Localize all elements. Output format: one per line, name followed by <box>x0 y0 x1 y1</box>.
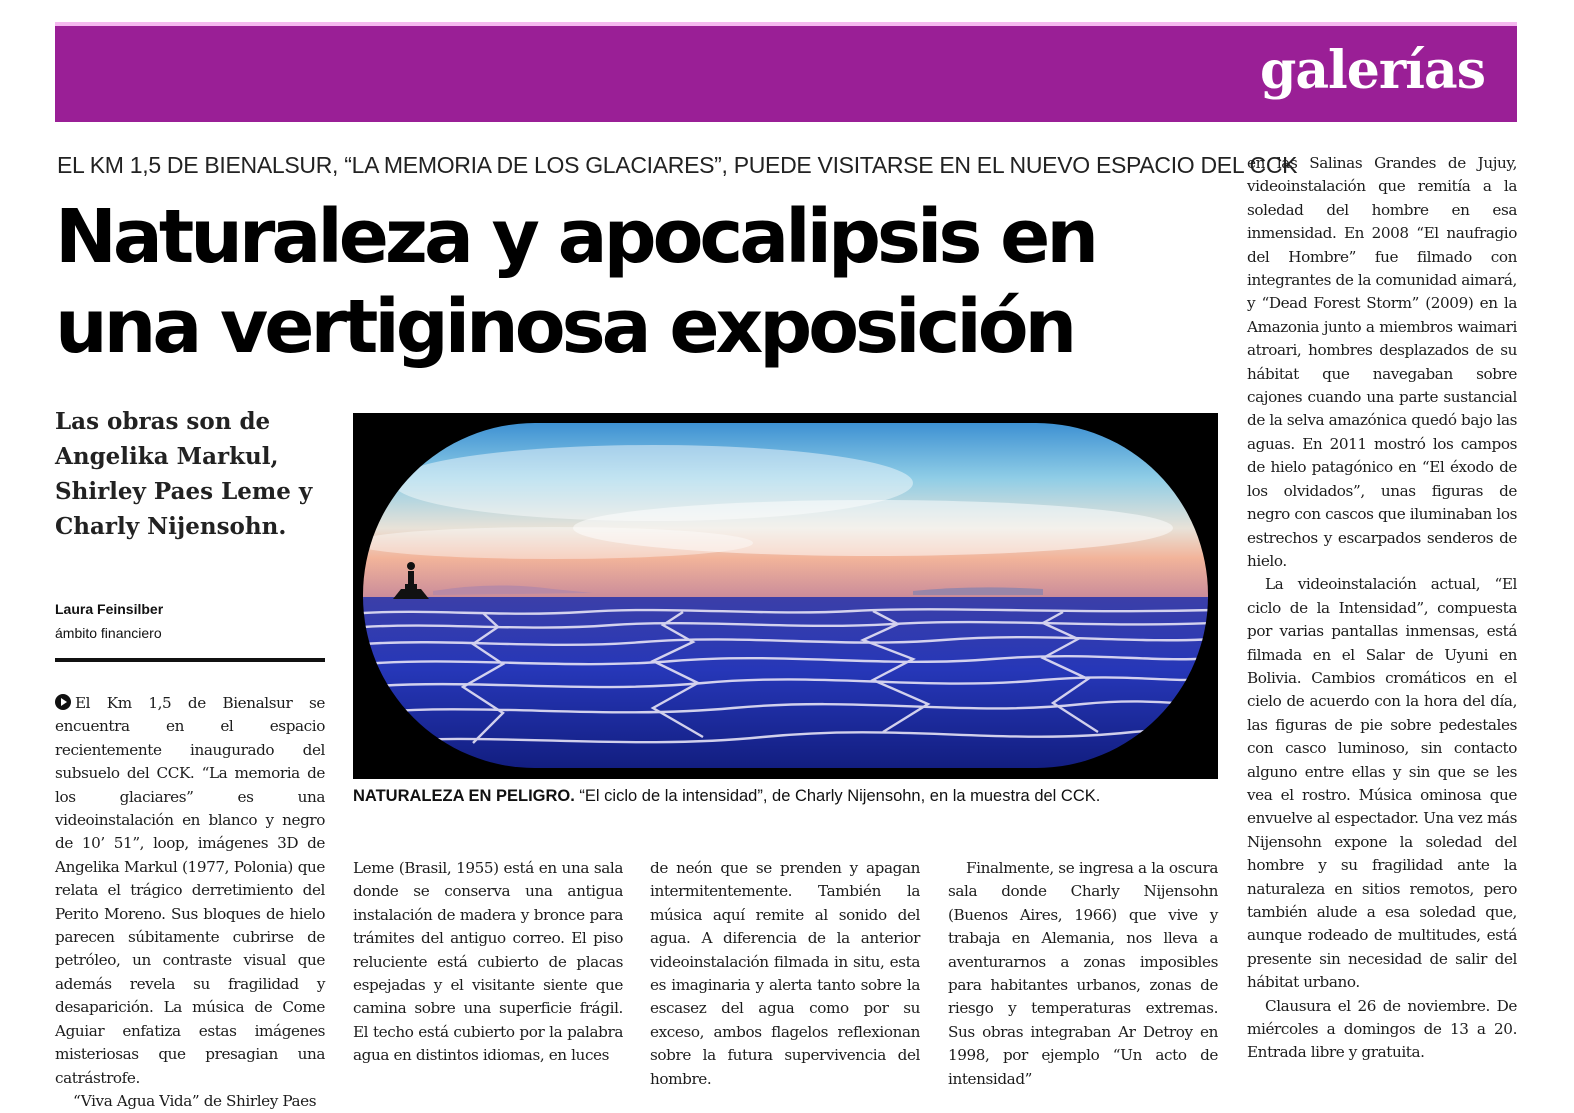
body-paragraph <box>55 692 325 1090</box>
play-bullet-icon <box>55 694 71 710</box>
kicker: EL KM 1,5 DE BIENALSUR, “LA MEMORIA DE LOS GLACIARES”, PUEDE VISITARSE EN EL NUEVO ESPACIO DEL CCK <box>57 152 1298 178</box>
headline <box>55 192 1225 372</box>
section-banner <box>55 22 1517 122</box>
byline-author: Laura Feinsilber <box>55 601 164 617</box>
photo-caption <box>353 787 1100 806</box>
caption-label: NATURALEZA EN PELIGRO. <box>353 787 575 805</box>
body-paragraph: de neón que se prenden y apagan intermitentemente. También la música aquí remite al sonido del agua. A diferencia de la anterior videoinstalación filmada in situ, esta es imaginaria y alerta tanto sobre la escasez del agua como por su exceso, ambos flagelos reflexionan sobre la futura supervivencia del hombre. <box>650 859 920 1088</box>
body-paragraph: Leme (Brasil, 1955) está en una sala donde se conserva una antigua instalación de madera y bronce para trámites del antiguo correo. El piso reluciente está cubierto de placas espejadas y el visitante siente que camina sobre una superficie frágil. El techo está cubierto por la palabra agua en distintos idiomas, en luces <box>353 859 623 1065</box>
lead-paragraph: El Km 1,5 de Bienalsur se encuentra en el espacio recientemente inaugurado del subsuelo del CCK. “La memoria de los glaciares” es una videoinstalación en blanco y negro de 10’ 51”, loop, imágenes 3D de Angelika Markul (1977, Polonia) que relata el trágico derretimiento del Perito Moreno. Sus bloques de hielo parecen súbitamente cubrirse de petróleo, un contraste visual que además revela su fragilidad y desaparición. La música de Come Aguiar enfatiza estas imágenes misteriosas que presagian una catrástrofe. <box>55 694 325 1087</box>
body-column-2 <box>353 857 623 1068</box>
caption-text: “El ciclo de la intensidad”, de Charly Nijensohn, en la muestra del CCK. <box>574 787 1101 805</box>
byline-outlet: ámbito financiero <box>55 625 162 641</box>
closing-paragraph: Clausura el 26 de noviembre. De miércoles a domingos de 13 a 20. Entrada libre y gratuita. <box>1247 996 1517 1062</box>
article-photo <box>353 413 1218 779</box>
deck: Las obras son de Angelika Markul, Shirley Paes Leme y Charly Nijensohn. <box>55 408 313 540</box>
headline-line-1: Naturaleza y apocalipsis en <box>55 194 1096 280</box>
body-paragraph: en las Salinas Grandes de Jujuy, videoinstalación que remitía a la soledad del hombre en esa inmensidad. En 2008 “El naufragio del Hombre” fue filmado con integrantes de la comunidad aimará, y “Dead Forest Storm” (2009) en la Amazonia junto a miembros waimari atroari, hombres desplazados de su hábitat que navegaban sobre cajones cuando una parte sustancial de la selva amazónica quedó bajo las aguas. En 2011 mostró los campos de hielo patagónico en “El éxodo de los olvidados”, unas figuras de negro con cascos que iluminaban los estrechos y escarpados senderos de hielo. <box>1247 154 1518 570</box>
byline-rule <box>55 658 325 662</box>
body-column-5 <box>1247 152 1517 1065</box>
headline-line-2: una vertiginosa exposición <box>55 284 1074 370</box>
salt-flat-photo <box>353 413 1218 779</box>
body-column-1 <box>55 692 325 1113</box>
body-paragraph: “Viva Agua Vida” de Shirley Paes <box>73 1091 317 1110</box>
body-column-4 <box>948 857 1218 1091</box>
body-paragraph: La videoinstalación actual, “El ciclo de la Intensidad”, compuesta por varias pantallas inmensas, está filmada en el Salar de Uyuni en Bolivia. Cambios cromáticos en el cielo de acuerdo con la hora del día, las figuras de pie sobre pedestales con casco luminoso, sin contacto alguno entre ellas y sin que se les vea el rostro. Música ominosa que envuelve al espectador. Una vez más Nijensohn expone la soledad del hombre y su fragilidad ante la naturaleza en sitios remotos, pero también alude a esa soledad que, aunque rodeado de multitudes, está presente sin necesidad de salir del hábitat urbano. <box>1247 575 1517 992</box>
body-column-3 <box>650 857 920 1091</box>
section-title: galerías <box>1259 40 1485 101</box>
body-paragraph: Finalmente, se ingresa a la oscura sala donde Charly Nijensohn (Buenos Aires, 1966) que vive y trabaja en Alemania, nos lleva a aventurarnos a zonas imposibles para habitantes urbanos, zonas de riesgo y temperaturas extremas. Sus obras integraban Ar Detroy en 1998, por ejemplo “Un acto de intensidad” <box>948 859 1218 1088</box>
